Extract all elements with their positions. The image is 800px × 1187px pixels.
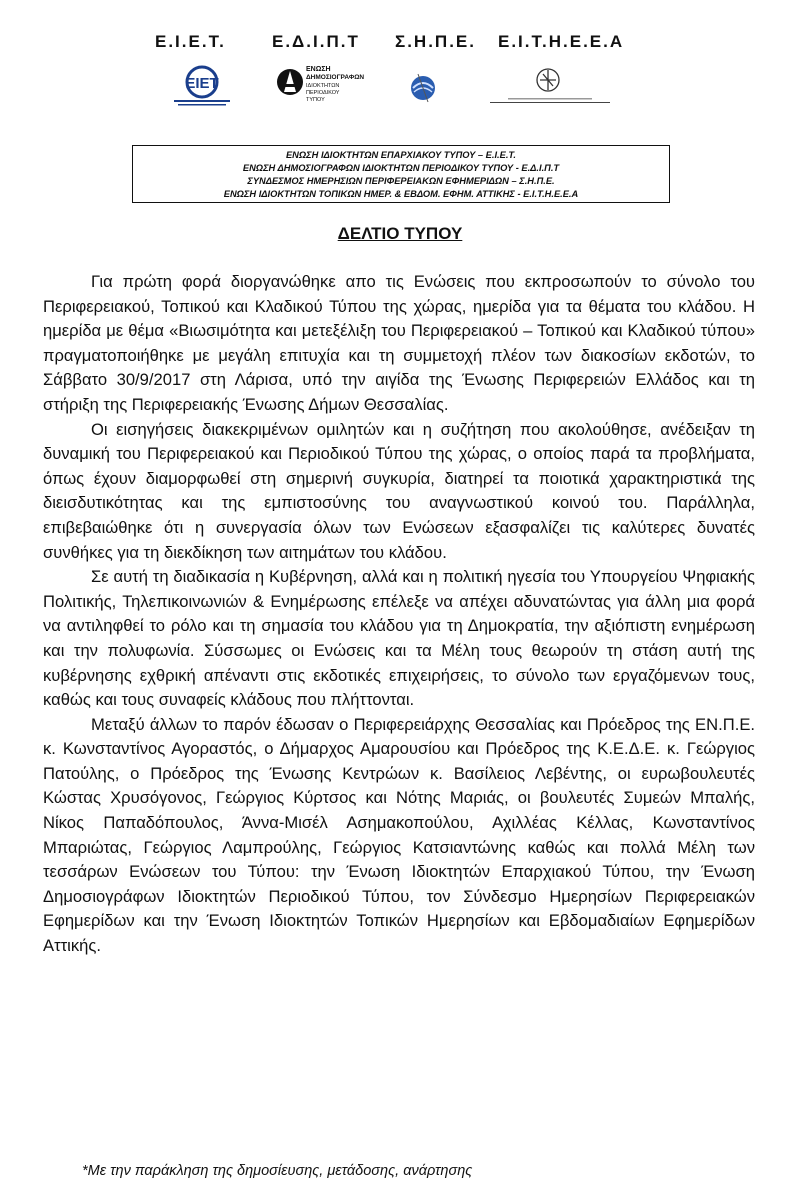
shpe-logo <box>408 70 438 111</box>
banner-line-eiet: ΕΝΩΣΗ ΙΔΙΟΚΤΗΤΩΝ ΕΠΑΡΧΙΑΚΟΥ ΤΥΠΟΥ – Ε.Ι.Ε.Τ. <box>285 150 516 160</box>
logos-row <box>0 62 800 112</box>
abbr-shpe: Σ.Η.Π.Ε. <box>395 32 476 51</box>
edipt-caption-line: ΙΔΙΟΚΤΗΤΩΝ <box>306 83 340 89</box>
eiet-logo <box>170 64 234 113</box>
edipt-logo <box>276 62 365 111</box>
banner-line-edipt: ΕΝΩΣΗ ΔΗΜΟΣΙΟΓΡΑΦΩΝ ΙΔΙΟΚΤΗΤΩΝ ΠΕΡΙΟΔΙΚΟΥ ΤΥΠΟΥ - Ε.Δ.Ι.Π.Τ <box>242 163 560 173</box>
edipt-caption-line: ΕΝΩΣΗ <box>306 66 331 73</box>
press-release-title: ΔΕΛΤΙΟ ΤΥΠΟΥ <box>337 224 463 243</box>
body-paragraph: Μεταξύ άλλων το παρόν έδωσαν ο Περιφερειάρχης Θεσσαλίας και Πρόεδρος της ΕΝ.Π.Ε. κ. Κωνσταντίνος Αγοραστός, ο Δήμαρχος Αμαρουσίου και Πρόεδρος της Κ.Ε.Δ.Ε. κ. Γεώργιος Πατούλης, ο Πρόεδρος της Ένωσης Κεντρώων κ. Βασίλειος Λεβέντης, οι ευρωβουλευτές Κώστας Χρυσόγονος, Γεώργιος Κύρτσος και Νότης Μαριάς, οι βουλευτές Συμεών Μπαλής, Νίκος Παπαδόπουλος, Άννα-Μισέλ Ασημακοπούλου, Αχιλλέας Κέλλας, Κωνσταντίνος Μπαριώτας, Γεώργιος Λαμπρούλης, Γεώργιος Κατσιαντώνης καθώς και πολλά Μέλη των τεσσάρων Ενώσεων του Τύπου: την Ένωση Ιδιοκτητών Επαρχιακού Τύπου, την Ένωση Δημοσιογράφων Ιδιοκτητών Περιοδικού Τύπου, τον Σύνδεσμο Ημερησίων Περιφερειακών Εφημερίδων και την Ένωση Ιδιοκτητών Τοπικών Ημερησίων και Εβδομαδιαίων Εφημερίδων Αττικής. <box>43 714 755 956</box>
organization-abbreviations <box>0 32 800 56</box>
body-paragraph: Σε αυτή τη διαδικασία η Κυβέρνηση, αλλά και η πολιτική ηγεσία του Υπουργείου Ψηφιακής Πολιτικής, Τηλεπικοινωνιών & Ενημέρωσης επέλεξε να απέχει αδυνατώντας για άλλη μια φορά να αντιληφθεί το ρόλο και τη σημασία του κλάδου για τη Δημοκρατία, την αξιόπιστη ενημέρωση και την πολυφωνία. Σύσσωμες οι Ενώσεις και τα Μέλη τους θεωρούν τη στάση αυτή της κυβέρνησης εχθρική απέναντι στις εκδοτικές επιχειρήσεις, το σύνολο των εργαζόμενων τους, καθώς και τους συναφείς κλάδους που πλήττονται. <box>43 567 755 710</box>
edipt-caption-line: ΔΗΜΟΣΙΟΓΡΑΦΩΝ <box>306 74 365 81</box>
body-paragraph: Για πρώτη φορά διοργανώθηκε απο τις Ενώσεις που εκπροσωπούν το σύνολο του Περιφερειακού, Τοπικού και Κλαδικού Τύπου της χώρας, ημερίδα για τα θέματα του κλάδου. Η ημερίδα με θέμα «Βιωσιμότητα και μετεξέλιξη του Περιφερειακού – Τοπικού και Κλαδικού τύπου» πραγματοποιήθηκε με μεγάλη επιτυχία και τη συμμετοχή πλέον των διακοσίων εκδοτών, το Σάββατο 30/9/2017 στη Λάρισα, υπό την αιγίδα της Ένωσης Περιφερειών Ελλάδος και τη στήριξη της Περιφερειακής Ένωσης Δήμων Θεσσαλίας. <box>43 272 755 414</box>
abbr-eitheea: Ε.Ι.Τ.Η.Ε.Ε.Α <box>498 32 625 51</box>
press-release-body <box>43 270 755 959</box>
abbr-eiet: Ε.Ι.Ε.Τ. <box>155 32 226 51</box>
body-paragraph: Οι εισηγήσεις διακεκριμένων ομιλητών και η συζήτηση που ακολούθησε, ανέδειξαν τη δυναμική του Περιφερειακού και Περιοδικού Τύπου της χώρας, ο οποίος παρά τα προβλήματα, όπως έχουν διαμορφωθεί στη σημερινή συγκυρία, διατηρεί τα ποιοτικά χαρακτηριστικά της διεισδυτικότητας και της εμπιστοσύνης του αναγνωστικού κοινού του. Παράλληλα, επιβεβαιώθηκε ότι η συνεργασία όλων των Ενώσεων εξασφαλίζει τις καλύτερες δυνατές συνθήκες για τη διεκδίκηση των αιτημάτων του κλάδου. <box>43 419 755 562</box>
abbr-edipt: Ε.Δ.Ι.Π.Τ <box>272 32 360 51</box>
eiet-logo-letters: ΕΙΕΤ <box>185 75 219 92</box>
banner-line-eitheea: ΕΝΩΣΗ ΙΔΙΟΚΤΗΤΩΝ ΤΟΠΙΚΩΝ ΗΜΕΡ. & ΕΒΔΟΜ. ΕΦΗΜ. ΑΤΤΙΚΗΣ - Ε.Ι.Τ.Η.Ε.Ε.Α <box>223 189 579 199</box>
footer-note: *Με την παράκληση της δημοσίευσης, μετάδοσης, ανάρτησης <box>82 1163 473 1179</box>
edipt-caption-line: ΤΥΠΟΥ <box>306 97 325 103</box>
banner-line-shpe: ΣΥΝΔΕΣΜΟΣ ΗΜΕΡΗΣΙΩΝ ΠΕΡΙΦΕΡΕΙΑΚΩΝ ΕΦΗΜΕΡΙΔΩΝ – Σ.Η.Π.Ε. <box>247 176 555 186</box>
organizations-banner <box>132 145 670 203</box>
edipt-caption-line: ΠΕΡΙΟΔΙΚΟΥ <box>306 90 340 96</box>
eitheea-logo <box>488 64 612 113</box>
